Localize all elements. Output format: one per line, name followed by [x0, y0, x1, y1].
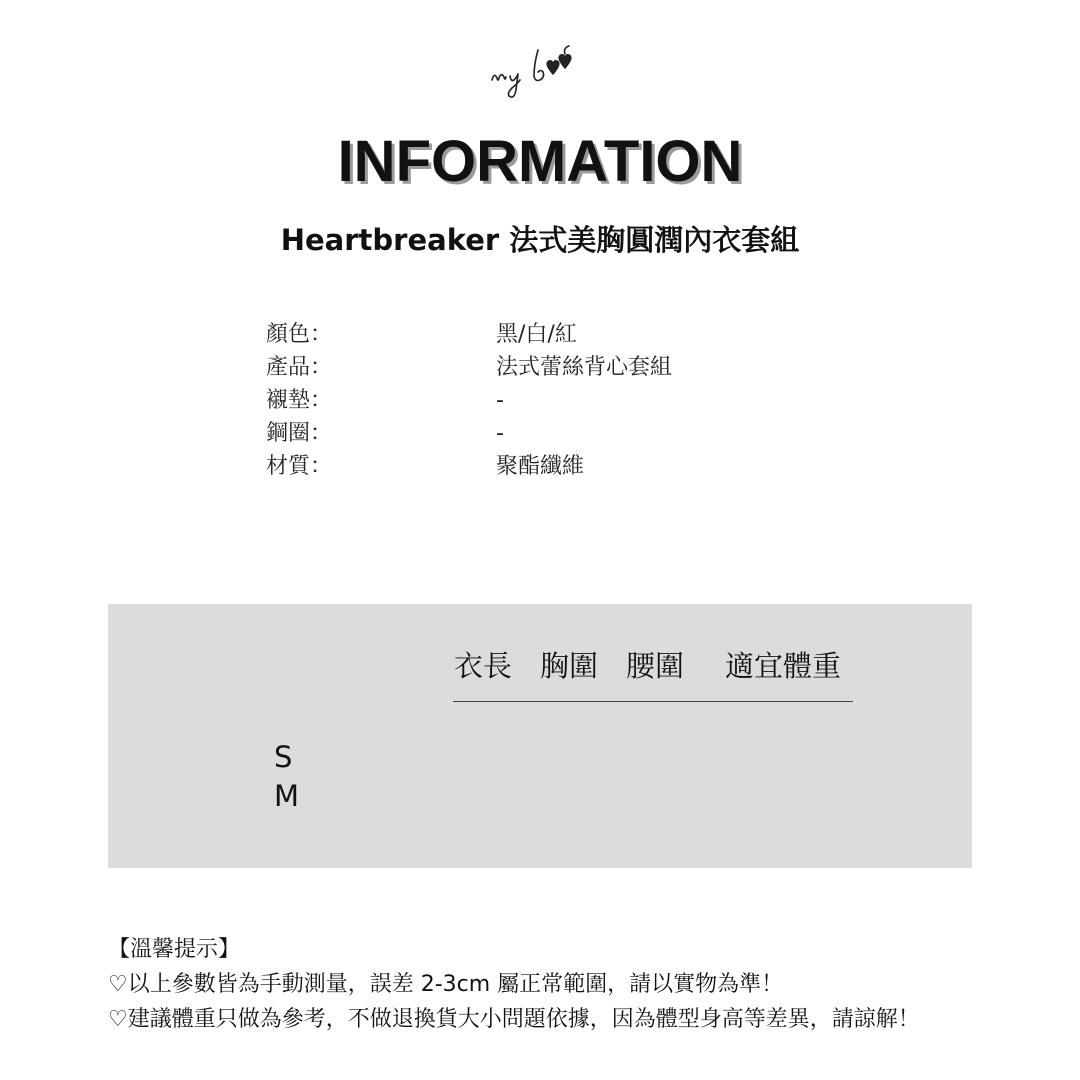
product-name: Heartbreaker 法式美胸圓潤內衣套組	[280, 223, 800, 257]
note-line: ♡建議體重只做為參考，不做退換貨大小問題依據，因為體型身高等差異，請諒解！	[108, 1007, 920, 1032]
spec-value: 聚酯纖維	[496, 454, 585, 479]
spec-value: -	[496, 421, 504, 446]
header-bust: 胸圍	[540, 649, 599, 683]
spec-value: 法式蕾絲背心套組	[496, 355, 673, 380]
spec-label: 產品：	[266, 355, 333, 380]
spec-list	[266, 318, 826, 483]
header-waist: 腰圍	[626, 649, 685, 683]
spec-label: 襯墊：	[266, 388, 333, 413]
notes-section	[108, 932, 1048, 1037]
spec-row-padding	[266, 384, 826, 417]
spec-value: -	[496, 388, 504, 413]
spec-label: 鋼圈：	[266, 421, 333, 446]
size-chart-header	[454, 644, 854, 688]
size-label-m: M	[274, 779, 300, 813]
spec-row-color	[266, 318, 826, 351]
header-length: 衣長	[454, 649, 513, 683]
spec-value: 黑/白/紅	[496, 322, 577, 347]
size-label-s: S	[274, 740, 293, 774]
spec-row-underwire	[266, 417, 826, 450]
size-chart-panel	[108, 604, 972, 868]
spec-row-material	[266, 450, 826, 483]
page-title: INFORMATION	[337, 129, 743, 194]
spec-label: 材質：	[266, 454, 333, 479]
header-weight: 適宜體重	[725, 649, 842, 683]
spec-row-product	[266, 351, 826, 384]
note-line: ♡以上參數皆為手動測量，誤差 2-3cm 屬正常範圍，請以實物為準！	[108, 972, 784, 997]
header-divider	[453, 701, 853, 702]
brand-logo	[488, 40, 592, 110]
spec-label: 顏色：	[266, 322, 333, 347]
size-list	[274, 738, 299, 816]
notes-title: 【溫馨提示】	[108, 937, 241, 962]
